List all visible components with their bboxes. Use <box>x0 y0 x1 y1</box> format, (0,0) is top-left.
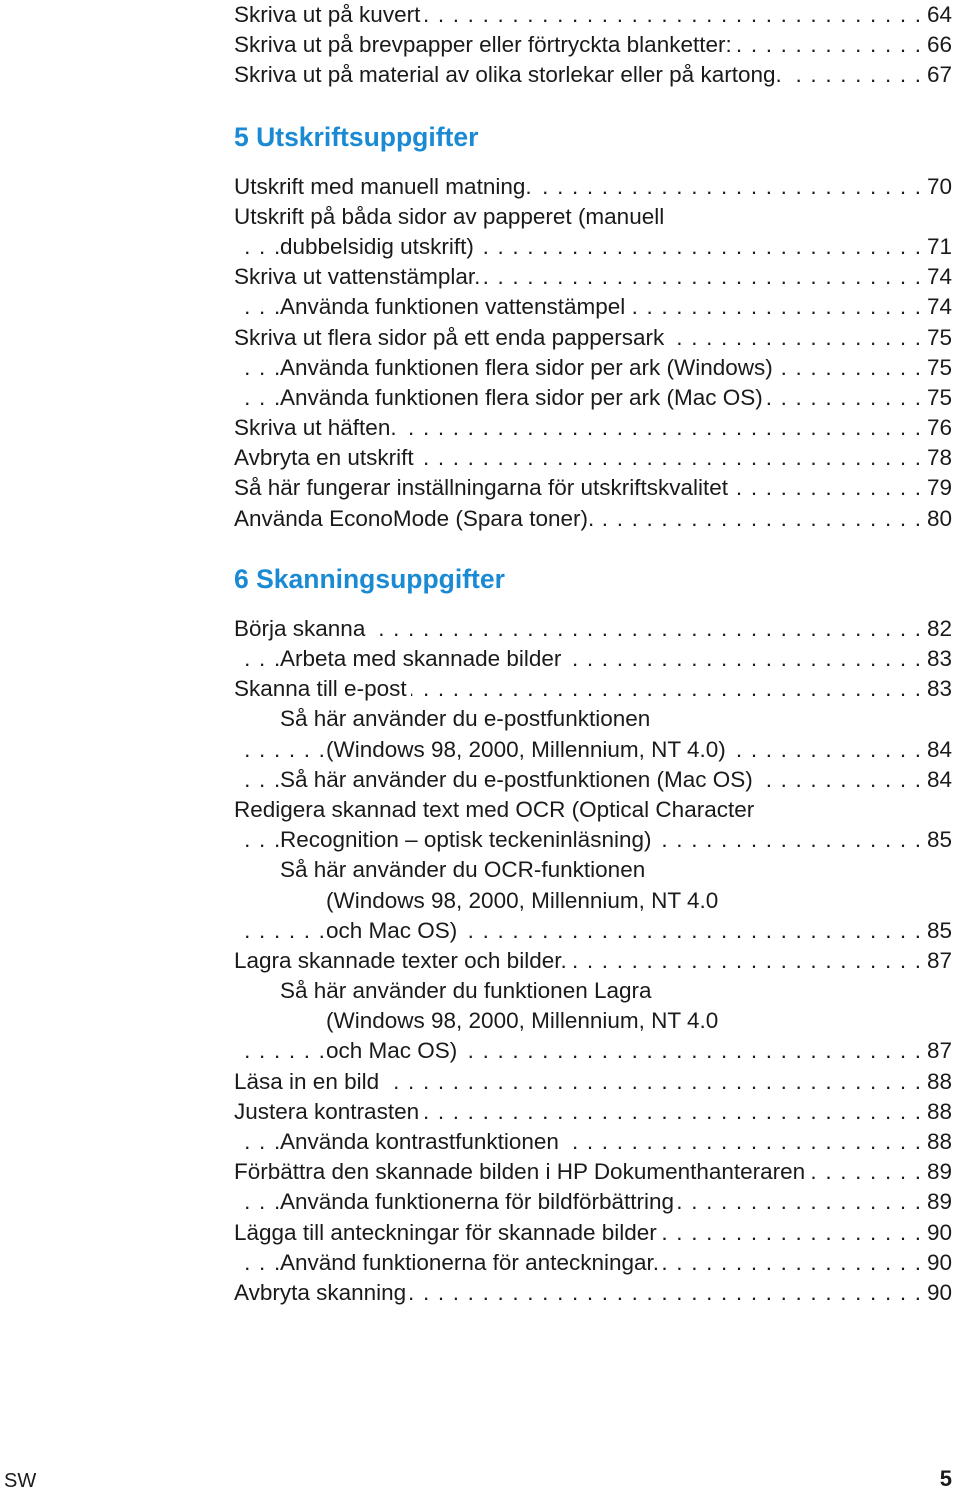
page-number: 74 <box>923 292 952 322</box>
toc-entry[interactable]: . . . Utskrift med manuell matning. 70 <box>234 172 952 202</box>
page-number: 78 <box>923 443 952 473</box>
toc-entry[interactable]: . . . Lagra skannade texter och bilder. 87 <box>234 946 952 976</box>
page-number: 85 <box>923 825 952 855</box>
page-number: 85 <box>923 916 952 946</box>
toc-entry[interactable]: . . . Avbryta en utskrift 78 <box>234 443 952 473</box>
chapter-heading: 6 Skanningsuppgifter <box>234 563 505 594</box>
page-number: 83 <box>923 644 952 674</box>
page-number: 75 <box>923 383 952 413</box>
toc-entry[interactable]: . . . Skriva ut häften. 76 <box>234 413 952 443</box>
toc-entry[interactable]: . . . Använda EconoMode (Spara toner). 80 <box>234 504 952 534</box>
page-number: 90 <box>923 1278 952 1308</box>
page-number: 64 <box>923 0 952 30</box>
page-number: 71 <box>923 232 952 262</box>
toc-entry[interactable]: . . . Recognition – optisk teckeninläsning) 85 <box>234 825 952 855</box>
page-number: 75 <box>923 323 952 353</box>
page-number: 90 <box>923 1248 952 1278</box>
toc-entry[interactable]: . . . Läsa in en bild 88 <box>234 1067 952 1097</box>
page-number: 67 <box>923 60 952 90</box>
page-number: 70 <box>923 172 952 202</box>
page-number: 83 <box>923 674 952 704</box>
toc-entry-line[interactable]: Utskrift på båda sidor av papperet (manuell <box>234 202 952 232</box>
spacer <box>234 91 952 122</box>
toc-entry-line[interactable]: Så här använder du funktionen Lagra <box>234 976 952 1006</box>
toc-entry[interactable]: . . . Använda kontrastfunktionen 88 <box>234 1127 952 1157</box>
toc-entry[interactable]: . . . Använda funktionen flera sidor per ark (Mac OS) 75 <box>234 383 952 413</box>
spacer <box>234 534 952 564</box>
spacer <box>234 152 952 172</box>
toc-entry[interactable]: . . . Skriva ut på brevpapper eller förtryckta blanketter: 66 <box>234 30 952 60</box>
page-number: 87 <box>923 946 952 976</box>
page-number: 82 <box>923 614 952 644</box>
toc-entry[interactable]: . . . Använda funktionen vattenstämpel 74 <box>234 292 952 322</box>
toc-entry[interactable]: . . . Justera kontrasten 88 <box>234 1097 952 1127</box>
toc-entry-line[interactable]: Så här använder du OCR-funktionen <box>234 855 952 885</box>
toc-entry-line[interactable]: (Windows 98, 2000, Millennium, NT 4.0 <box>234 886 952 916</box>
toc-entry[interactable]: . . . (Windows 98, 2000, Millennium, NT 4.0) 84 <box>234 735 952 765</box>
page-number: 89 <box>923 1157 952 1187</box>
toc-entry[interactable]: . . . Skriva ut på material av olika storlekar eller på kartong. 67 <box>234 60 952 90</box>
page-number: 79 <box>923 473 952 503</box>
toc-entry-line[interactable]: Så här använder du e-postfunktionen <box>234 704 952 734</box>
footer-page-number: 5 <box>939 1466 952 1491</box>
toc-entry[interactable]: . . . Skriva ut på kuvert 64 <box>234 0 952 30</box>
toc-entry[interactable]: . . . Använda funktionen flera sidor per ark (Windows) 75 <box>234 353 952 383</box>
toc-entry[interactable]: . . . Lägga till anteckningar för skannade bilder 90 <box>234 1218 952 1248</box>
page-number: 84 <box>923 765 952 795</box>
page-number: 76 <box>923 413 952 443</box>
page-number: 84 <box>923 735 952 765</box>
footer-label: SW <box>4 1470 37 1492</box>
page-number: 75 <box>923 353 952 383</box>
toc-entry[interactable]: . . . Förbättra den skannade bilden i HP Dokumenthanteraren 89 <box>234 1157 952 1187</box>
toc-entry[interactable]: . . . Så här använder du e-postfunktionen (Mac OS) 84 <box>234 765 952 795</box>
toc-entry[interactable]: . . . Använda funktionerna för bildförbättring 89 <box>234 1187 952 1217</box>
toc-entry[interactable]: . . . Börja skanna 82 <box>234 614 952 644</box>
toc-entry[interactable]: . . . Avbryta skanning 90 <box>234 1278 952 1308</box>
page-number: 88 <box>923 1097 952 1127</box>
page-number: 89 <box>923 1187 952 1217</box>
page-number: 74 <box>923 262 952 292</box>
toc-entry[interactable]: . . . dubbelsidig utskrift) 71 <box>234 232 952 262</box>
table-of-contents <box>234 0 952 1308</box>
toc-entry-line[interactable]: (Windows 98, 2000, Millennium, NT 4.0 <box>234 1006 952 1036</box>
toc-entry[interactable]: . . . Arbeta med skannade bilder 83 <box>234 644 952 674</box>
toc-entry[interactable]: . . . Så här fungerar inställningarna för utskriftskvalitet 79 <box>234 473 952 503</box>
page-number: 88 <box>923 1067 952 1097</box>
page-number: 80 <box>923 504 952 534</box>
toc-entry[interactable]: . . . Skriva ut vattenstämplar. 74 <box>234 262 952 292</box>
spacer <box>234 594 952 614</box>
page-number: 66 <box>923 30 952 60</box>
toc-entry[interactable]: . . . och Mac OS) 85 <box>234 916 952 946</box>
page-number: 87 <box>923 1036 952 1066</box>
page-number: 90 <box>923 1218 952 1248</box>
toc-entry[interactable]: . . . Skanna till e-post 83 <box>234 674 952 704</box>
toc-entry[interactable]: . . . och Mac OS) 87 <box>234 1036 952 1066</box>
page-number: 88 <box>923 1127 952 1157</box>
toc-entry[interactable]: . . . Skriva ut flera sidor på ett enda pappersark 75 <box>234 323 952 353</box>
chapter-heading: 5 Utskriftsuppgifter <box>234 121 479 152</box>
toc-entry[interactable]: . . . Använd funktionerna för anteckningar. 90 <box>234 1248 952 1278</box>
toc-entry-line[interactable]: Redigera skannad text med OCR (Optical Character <box>234 795 952 825</box>
